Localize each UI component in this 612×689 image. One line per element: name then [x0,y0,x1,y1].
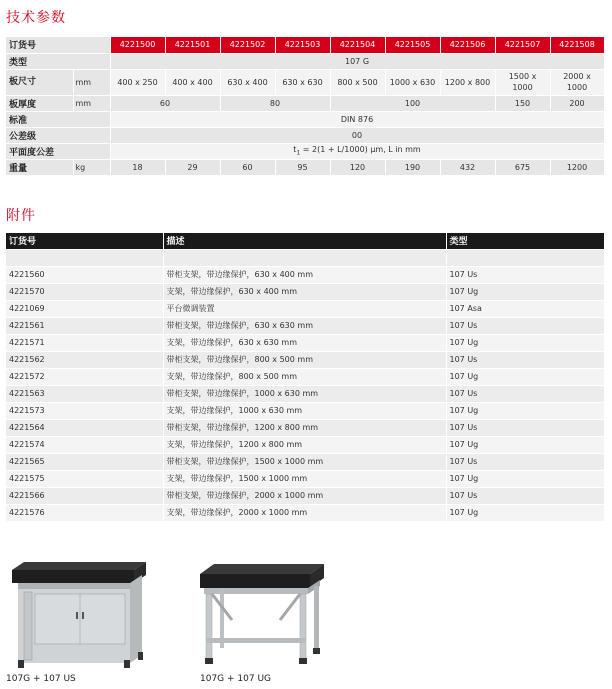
column-header: 类型 [446,233,604,249]
accessory-type: 107 Ug [446,402,604,419]
spec-table [6,37,605,176]
plate-size-value: 630 x 630 [275,69,330,95]
flatness-formula: = 2(1 + L/1000) µm, L in mm [300,145,421,155]
spec-row-tolerance-grade [6,127,604,143]
thickness-value: 150 [495,95,550,111]
plate-size-value: 1200 x 800 [440,69,495,95]
plate-size-value: 1000 x 630 [385,69,440,95]
stand-foot [205,658,213,664]
accessory-description: 支架，带边缘保护，1200 x 800 mm [163,436,446,453]
accessory-order-number: 4221571 [6,334,163,351]
accessory-row [6,453,604,470]
accessory-type: 107 Us [446,385,604,402]
spec-row-label: 标准 [6,111,110,127]
accessory-row [6,504,604,521]
stand-foot [124,660,130,668]
spec-row-type [6,53,604,69]
accessory-type: 107 Ug [446,334,604,351]
accessories-section-title: 附件 [6,208,36,224]
cabinet-frame [18,583,130,589]
accessory-description: 带柜支架，带边缘保护，1200 x 800 mm [163,419,446,436]
accessory-row [6,487,604,504]
accessory-description: 带柜支架，带边缘保护，800 x 500 mm [163,351,446,368]
order-number: 4221505 [385,37,440,53]
door-handle [82,612,84,619]
accessory-order-number: 4221574 [6,436,163,453]
accessory-row [6,317,604,334]
order-number: 4221503 [275,37,330,53]
accessory-order-number: 4221563 [6,385,163,402]
accessory-order-number: 4221560 [6,266,163,283]
spec-header-label: 订货号 [6,37,110,53]
weight-value: 95 [275,159,330,175]
accessory-row [6,385,604,402]
flatness-symbol: t [293,145,297,155]
plate-size-value: 400 x 400 [165,69,220,95]
accessory-row [6,283,604,300]
accessory-description: 支架，带边缘保护，630 x 630 mm [163,334,446,351]
flatness-value [110,143,604,159]
accessory-description: 带柜支架，带边缘保护，1500 x 1000 mm [163,453,446,470]
cabinet-post [24,592,32,660]
accessory-row [6,436,604,453]
accessory-type: 107 Us [446,487,604,504]
accessory-description: 带柜支架，带边缘保护，2000 x 1000 mm [163,487,446,504]
accessory-order-number: 4221069 [6,300,163,317]
plate-front [12,570,134,583]
accessory-row [6,470,604,487]
accessory-row [6,300,604,317]
weight-value: 1200 [550,159,604,175]
order-number: 4221507 [495,37,550,53]
accessory-description: 带柜支架，带边缘保护，630 x 400 mm [163,266,446,283]
accessory-row [6,368,604,385]
stand-foot [313,648,320,654]
thickness-value: 200 [550,95,604,111]
stand-foot [138,652,143,660]
weight-value: 18 [110,159,165,175]
spec-row-label: 板尺寸 [6,69,73,95]
accessory-description: 支架，带边缘保护，800 x 500 mm [163,368,446,385]
plate-size-value: 400 x 250 [110,69,165,95]
accessory-order-number: 4221564 [6,419,163,436]
plate-top [12,562,146,570]
accessories-header-row [6,233,604,249]
plate-size-line: 1000 [566,83,588,92]
stand-leg [314,586,319,650]
weight-value: 120 [330,159,385,175]
accessory-type: 107 Us [446,419,604,436]
plate-size-line: 2000 x [563,72,591,81]
unit-label: mm [73,69,110,95]
stand-leg [206,594,212,660]
flatness-subscript: 1 [296,149,301,157]
accessory-order-number: 4221566 [6,487,163,504]
spacer-cell [6,249,163,266]
accessory-description: 支架，带边缘保护，1000 x 630 mm [163,402,446,419]
plate-front [200,574,310,588]
standard-value: DIN 876 [110,111,604,127]
plate-size-value [550,69,604,95]
accessory-type: 107 Us [446,351,604,368]
granite-plate-with-stand-image [192,560,342,670]
spec-row-label: 平面度公差 [6,143,110,159]
granite-plate-with-cabinet-image [4,556,154,678]
tolerance-grade-value: 00 [110,127,604,143]
accessory-order-number: 4221572 [6,368,163,385]
stand-brace [280,594,300,620]
accessory-row [6,351,604,368]
spec-row-label: 公差级 [6,127,110,143]
accessory-order-number: 4221565 [6,453,163,470]
cabinet-side [130,575,142,663]
plate-size-line: 1500 x [508,72,537,81]
unit-label: kg [73,159,110,175]
accessory-row [6,266,604,283]
accessory-row [6,419,604,436]
order-number: 4221508 [550,37,604,53]
stand-frame [204,588,308,594]
spacer-cell [163,249,446,266]
order-number: 4221500 [110,37,165,53]
spec-row-thickness [6,95,604,111]
accessory-order-number: 4221561 [6,317,163,334]
order-number: 4221504 [330,37,385,53]
order-number: 4221502 [220,37,275,53]
accessory-description: 带柜支架，带边缘保护，630 x 630 mm [163,317,446,334]
accessory-type: 107 Ug [446,368,604,385]
accessory-type: 107 Ug [446,283,604,300]
accessories-table [6,233,604,522]
spec-row-standard [6,111,604,127]
spec-row-label: 类型 [6,53,110,69]
spec-row-label: 重量 [6,159,73,175]
accessory-order-number: 4221575 [6,470,163,487]
accessory-order-number: 4221562 [6,351,163,368]
column-header: 订货号 [6,233,163,249]
spec-row-plate-size [6,69,604,95]
column-header: 描述 [163,233,446,249]
type-value: 107 G [110,53,604,69]
thickness-value: 60 [110,95,220,111]
accessory-row [6,334,604,351]
spec-row-weight [6,159,604,175]
accessory-description: 支架，带边缘保护，2000 x 1000 mm [163,504,446,521]
spacer-row [6,249,604,266]
unit-label: mm [73,95,110,111]
plate-size-value: 630 x 400 [220,69,275,95]
spec-row-flatness [6,143,604,159]
stand-leg [300,594,306,660]
accessory-description: 带柜支架，带边缘保护，1000 x 630 mm [163,385,446,402]
weight-value: 60 [220,159,275,175]
stand-foot [18,660,24,668]
door-handle [76,612,78,619]
accessory-row [6,402,604,419]
spec-section-title: 技术参数 [6,10,66,26]
spacer-cell [446,249,604,266]
order-number: 4221506 [440,37,495,53]
accessory-description: 支架，带边缘保护，1500 x 1000 mm [163,470,446,487]
accessory-type: 107 Asa [446,300,604,317]
accessory-type: 107 Ug [446,504,604,521]
accessory-description: 支架，带边缘保护，630 x 400 mm [163,283,446,300]
left-product-caption: 107G + 107 US [6,674,76,684]
stand-foot [299,658,307,664]
accessory-order-number: 4221576 [6,504,163,521]
weight-value: 29 [165,159,220,175]
right-product-caption: 107G + 107 UG [200,674,272,684]
weight-value: 675 [495,159,550,175]
plate-size-value [495,69,550,95]
thickness-value: 100 [330,95,495,111]
weight-value: 432 [440,159,495,175]
accessory-order-number: 4221573 [6,402,163,419]
accessory-type: 107 Us [446,317,604,334]
stand-crossbar [206,638,306,643]
spec-row-label: 板厚度 [6,95,73,111]
order-number: 4221501 [165,37,220,53]
accessory-type: 107 Ug [446,436,604,453]
spec-header-row [6,37,604,53]
thickness-value: 80 [220,95,330,111]
plate-size-value: 800 x 500 [330,69,385,95]
accessory-description: 平台微调装置 [163,300,446,317]
accessories-body [6,266,604,521]
accessory-type: 107 Ug [446,470,604,487]
accessory-type: 107 Us [446,266,604,283]
plate-top [200,564,324,574]
weight-value: 190 [385,159,440,175]
accessory-type: 107 Us [446,453,604,470]
accessory-order-number: 4221570 [6,283,163,300]
plate-size-line: 1000 [512,83,533,92]
